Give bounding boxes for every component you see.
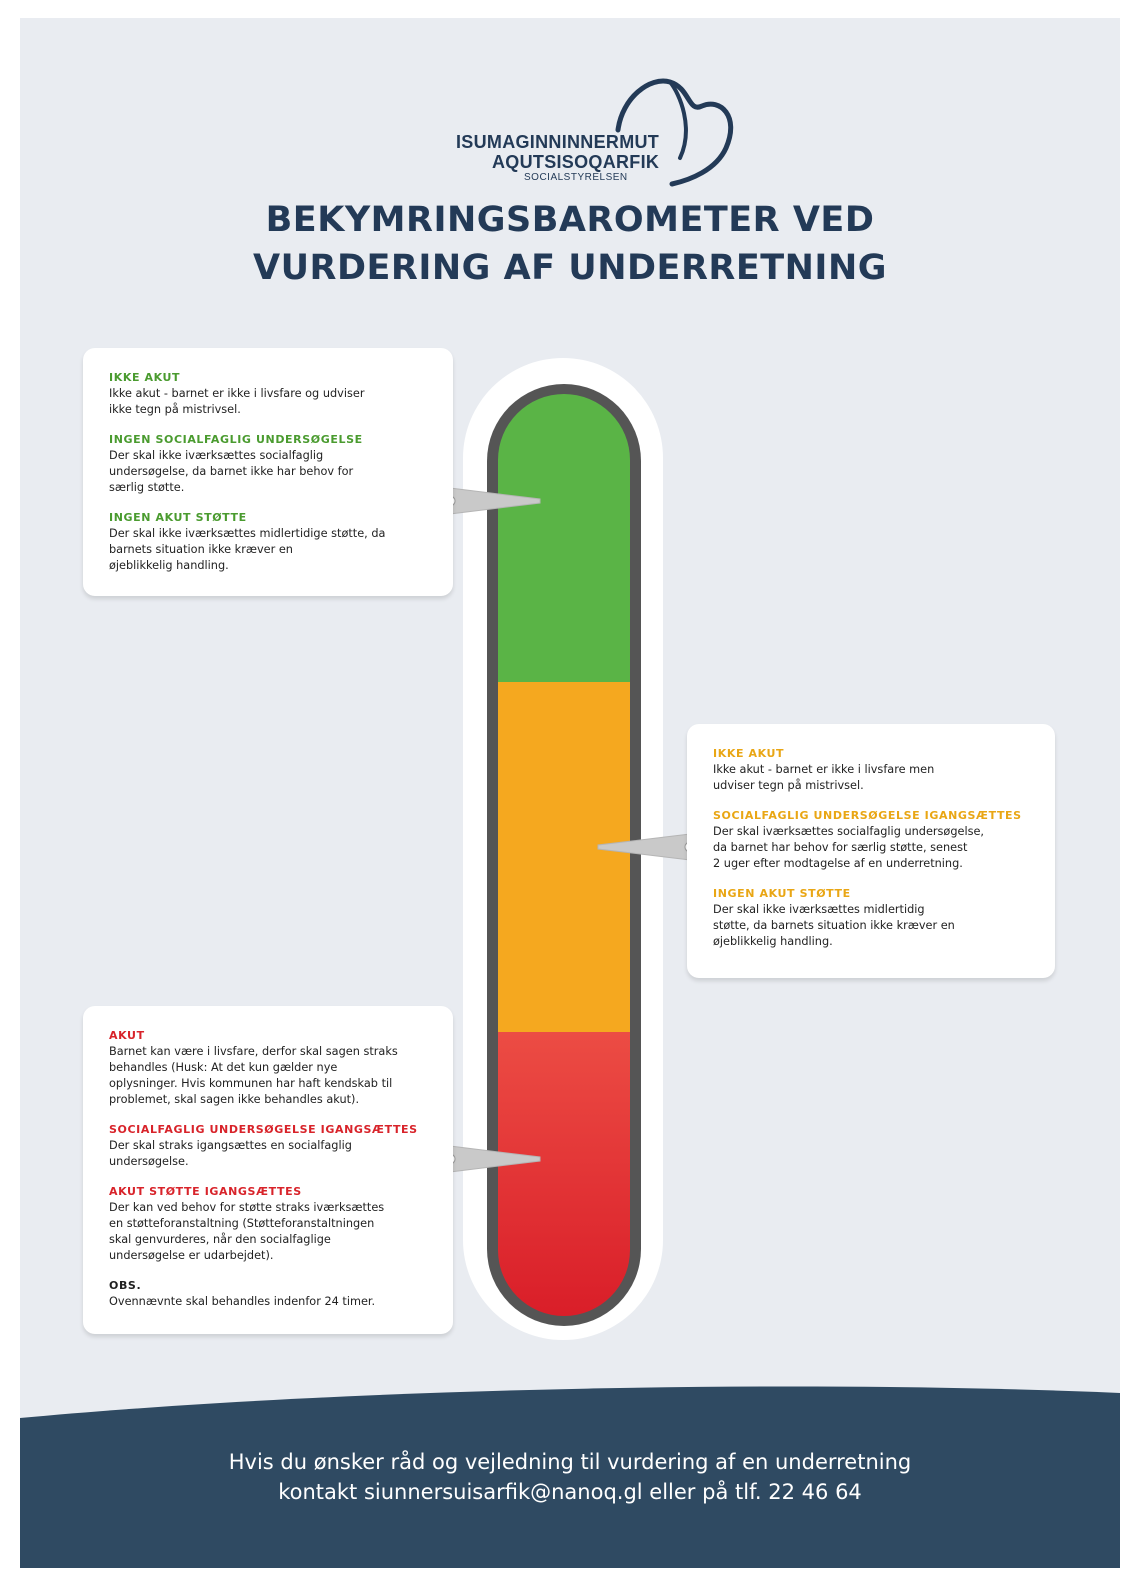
card-section	[109, 1278, 427, 1310]
poster	[20, 18, 1120, 1568]
section-text: Ikke akut - barnet er ikke i livsfare og udviser ikke tegn på mistrivsel.	[109, 387, 365, 416]
section-text: Der skal iværksættes socialfaglig undersøgelse, da barnet har behov for særlig støtte, senest 2 uger efter modtagelse af en underretning.	[713, 825, 985, 870]
section-heading: INGEN SOCIALFAGLIG UNDERSØGELSE	[109, 433, 363, 446]
card-section	[109, 1122, 427, 1170]
info-card-green	[83, 348, 453, 596]
title-line1: BEKYMRINGSBAROMETER VED	[265, 200, 875, 240]
card-section	[109, 510, 427, 574]
section-heading: AKUT STØTTE IGANGSÆTTES	[109, 1185, 302, 1198]
section-text: Barnet kan være i livsfare, derfor skal sagen straks behandles (Husk: At det kun gælder nye oplysninger. Hvis kommunen har haft kendskab til problemet, skal sagen ikke behandles akut).	[109, 1045, 398, 1106]
section-text: Der kan ved behov for støtte straks iværksættes en støtteforanstaltning (Støtteforanstaltningen skal genvurderes, når den socialfaglige undersøgelse er udarbejdet).	[109, 1201, 385, 1262]
section-heading: IKKE AKUT	[713, 747, 785, 760]
section-heading: OBS.	[109, 1279, 142, 1292]
info-card-orange	[687, 724, 1055, 978]
logo-text-line1: ISUMAGINNINNERMUT	[456, 132, 660, 152]
footer-line2: kontakt siunnersuisarfik@nanoq.gl eller på tlf. 22 46 64	[278, 1480, 862, 1504]
info-card-red	[83, 1006, 453, 1334]
barometer-level-red	[498, 1032, 630, 1322]
section-text: Ikke akut - barnet er ikke i livsfare men udviser tegn på mistrivsel.	[713, 763, 935, 792]
section-text: Der skal straks igangsættes en socialfaglig undersøgelse.	[109, 1139, 352, 1168]
card-section	[713, 886, 1029, 950]
card-section	[713, 808, 1029, 872]
card-section	[713, 746, 1029, 794]
logo-text-line3: SOCIALSTYRELSEN	[524, 172, 628, 183]
barometer-level-green	[498, 394, 630, 682]
section-text: Ovennævnte skal behandles indenfor 24 timer.	[109, 1295, 376, 1308]
section-heading: SOCIALFAGLIG UNDERSØGELSE IGANGSÆTTES	[109, 1123, 418, 1136]
barometer-level-orange	[498, 682, 630, 1032]
card-section	[109, 432, 427, 496]
section-heading: IKKE AKUT	[109, 371, 181, 384]
section-text: Der skal ikke iværksættes midlertidige støtte, da barnets situation ikke kræver en øjeblikkelig handling.	[109, 527, 386, 572]
card-section	[109, 1184, 427, 1264]
section-heading: INGEN AKUT STØTTE	[713, 887, 851, 900]
logo-text-line2: AQUTSISOQARFIK	[492, 152, 660, 172]
footer-contact	[20, 1447, 1120, 1507]
section-text: Der skal ikke iværksættes midlertidig støtte, da barnets situation ikke kræver en øjeblikkelig handling.	[713, 903, 955, 948]
footer-line1: Hvis du ønsker råd og vejledning til vurdering af en underretning	[228, 1450, 912, 1474]
section-heading: SOCIALFAGLIG UNDERSØGELSE IGANGSÆTTES	[713, 809, 1022, 822]
section-heading: INGEN AKUT STØTTE	[109, 511, 247, 524]
title-line2: VURDERING AF UNDERRETNING	[253, 248, 887, 288]
section-heading: AKUT	[109, 1029, 145, 1042]
card-section	[109, 1028, 427, 1108]
card-section	[109, 370, 427, 418]
section-text: Der skal ikke iværksættes socialfaglig undersøgelse, da barnet ikke har behov for særlig støtte.	[109, 449, 354, 494]
